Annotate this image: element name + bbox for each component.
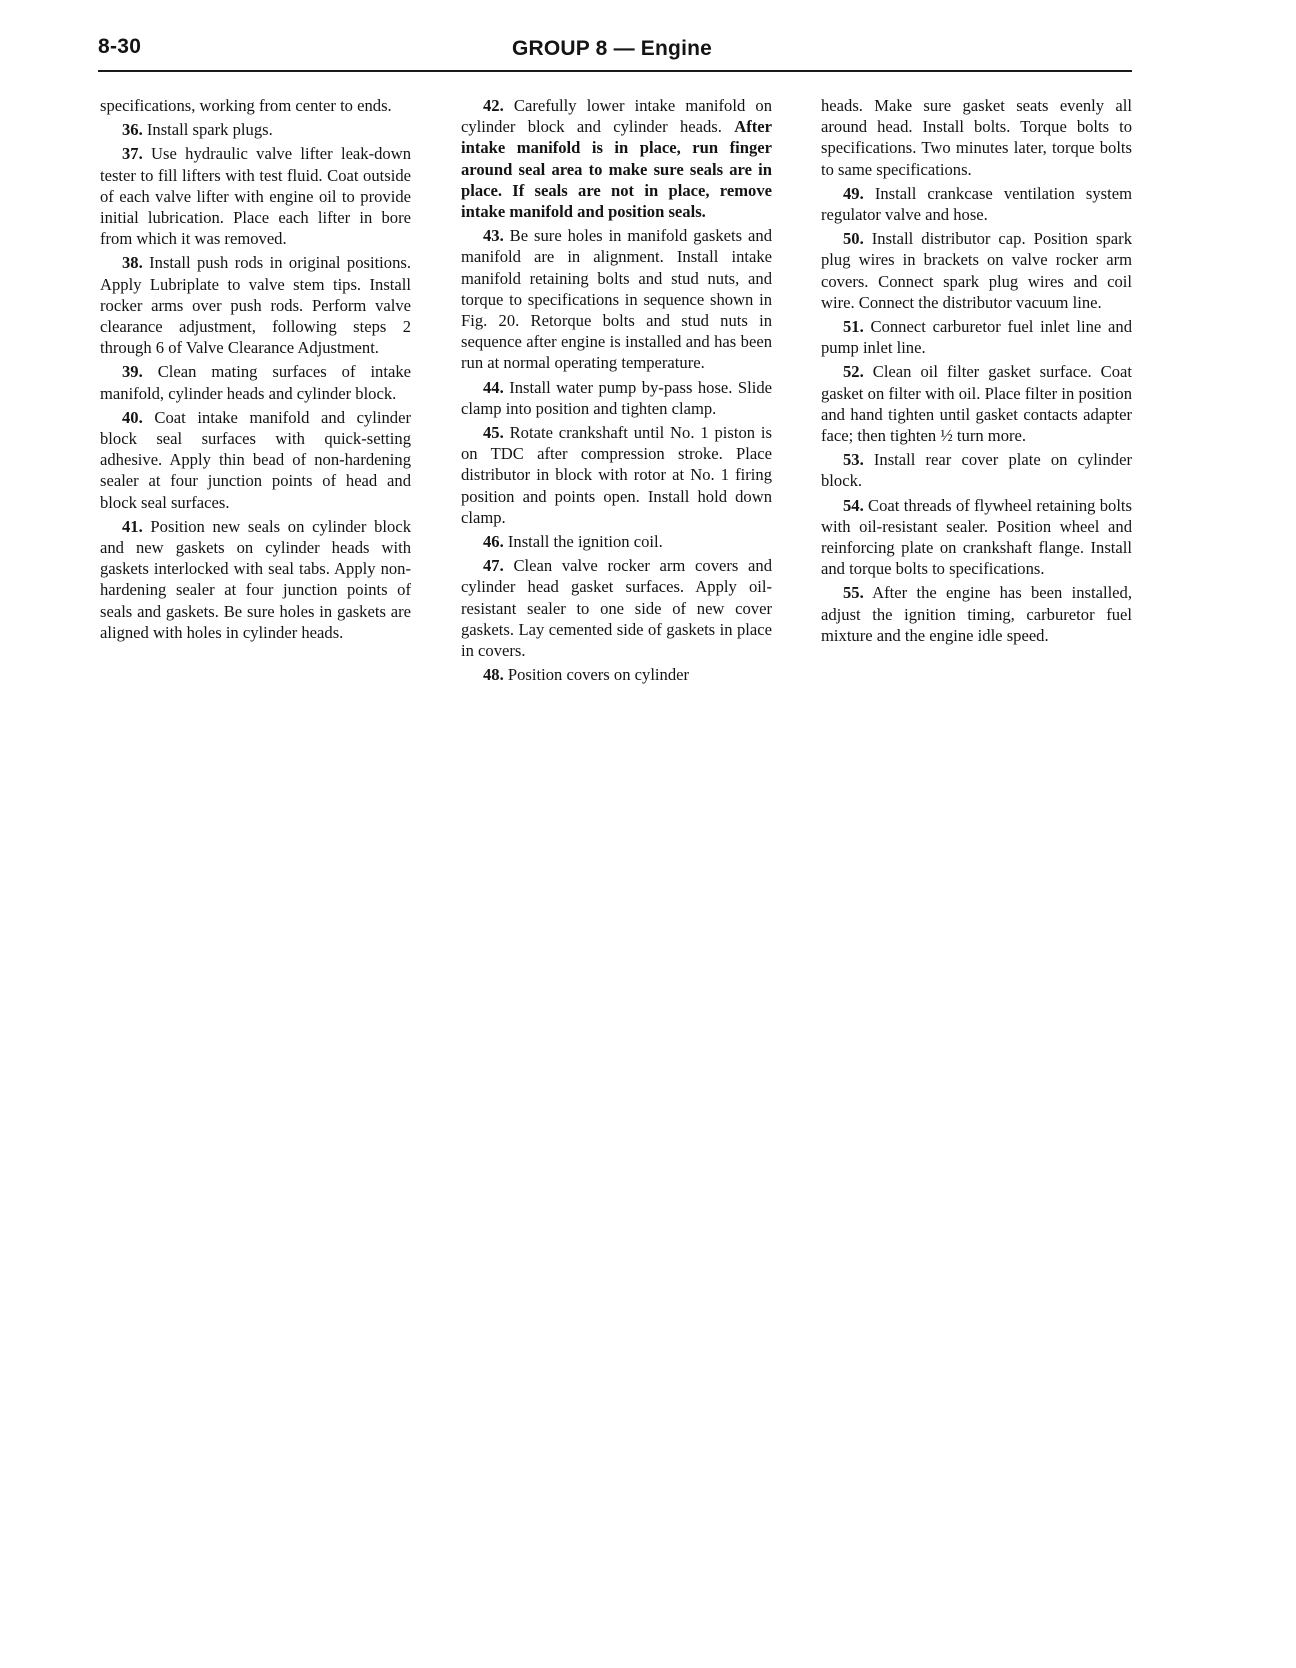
step-number: 42.: [483, 96, 504, 115]
step-36: [100, 119, 411, 140]
step-45: [461, 422, 772, 528]
step-number: 36.: [122, 120, 143, 140]
step-39: [100, 361, 411, 403]
step-49: [821, 183, 1132, 225]
step-text: Install spark plugs.: [142, 120, 273, 140]
step-54: [821, 495, 1132, 580]
step-42: [461, 95, 772, 222]
step-text: Clean valve rocker arm covers and cylinder head gasket surfaces. Apply oil-resistant sealer to one side of new cover gaskets. Lay cemented side of gaskets in place in covers.: [461, 556, 772, 661]
step-text: After the engine has been installed, adjust the ignition timing, carburetor fuel mixture and the engine idle speed.: [821, 583, 1132, 645]
step-38: [100, 252, 411, 358]
step-43: [461, 225, 772, 373]
caution-text: After intake manifold is in place, run finger around seal area to make sure seals are in place. If seals are not in place, remove intake manifold and position seals.: [461, 117, 772, 222]
step-47: [461, 555, 772, 661]
step-number: 39.: [122, 362, 143, 382]
page-header: [0, 0, 1296, 80]
step-text: Coat threads of flywheel retaining bolts with oil-resistant sealer. Position wheel and reinforcing plate on crankshaft flange. Install and torque bolts to specifications.: [821, 495, 1132, 579]
step-text: Install the ignition coil.: [503, 532, 663, 552]
step-text: Carefully lower intake manifold on cylinder block and cylinder heads.: [461, 96, 772, 137]
paragraph-text: specifications, working from center to ends.: [100, 96, 392, 115]
step-number: 49.: [843, 183, 864, 203]
step-number: 51.: [843, 317, 864, 337]
step-text: Install push rods in original positions. Apply Lubriplate to valve stem tips. Install rocker arms over push rods. Perform valve clearance adjustment, following steps 2 through 6 of Valve Clearance Adjustment.: [100, 253, 411, 358]
step-text: Install crankcase ventilation system regulator valve and hose.: [821, 183, 1132, 225]
step-text: Position new seals on cylinder block and new gaskets on cylinder heads with gaskets interlocked with seal tabs. Apply non-hardening sealer at four junction points of seals and gaskets. Be sure holes in gaskets are aligned with holes in cylinder heads.: [100, 516, 411, 642]
step-number: 47.: [483, 556, 504, 576]
step-text: Be sure holes in manifold gaskets and manifold are in alignment. Install intake manifold retaining bolts and stud nuts, and torque to specifications in sequence shown in Fig. 20. Retorque bolts and stud nuts in sequence after engine is installed and has been run at normal operating temperature.: [461, 226, 772, 373]
step-55: [821, 582, 1132, 646]
step-number: 43.: [483, 226, 504, 246]
step-number: 55.: [843, 583, 864, 603]
step-text: Install water pump by-pass hose. Slide clamp into position and tighten clamp.: [461, 377, 772, 418]
step-51: [821, 316, 1132, 358]
step-number: 37.: [122, 144, 143, 164]
text-column-1: [100, 95, 411, 646]
step-44: [461, 377, 772, 419]
step-50: [821, 228, 1132, 313]
text-column-3: [821, 95, 1132, 649]
step-46: [461, 531, 772, 552]
step-text: Install rear cover plate on cylinder block.: [821, 450, 1132, 491]
step-number: 45.: [483, 423, 504, 443]
step-number: 50.: [843, 229, 864, 249]
step-text: Position covers on cylinder: [503, 665, 690, 685]
step-number: 54.: [843, 495, 864, 515]
step-40: [100, 407, 411, 513]
step-number: 48.: [483, 665, 504, 685]
step-41: [100, 516, 411, 643]
step-text: Use hydraulic valve lifter leak-down tester to fill lifters with test fluid. Coat outside of each valve lifter with engine oil to provide initial lubrication. Place each lifter in bore from which it was removed.: [100, 144, 411, 249]
step-37: [100, 143, 411, 249]
step-number: 40.: [122, 407, 143, 427]
step-number: 38.: [122, 253, 143, 273]
step-number: 53.: [843, 450, 864, 470]
paragraph-continued: [100, 95, 411, 116]
step-48: [461, 664, 772, 685]
paragraph-text: heads. Make sure gasket seats evenly all around head. Install bolts. Torque bolts to specifications. Two minutes later, torque bolts to same specifications.: [821, 96, 1132, 179]
step-text: Connect carburetor fuel inlet line and pump inlet line.: [821, 317, 1132, 358]
header-rule: [98, 70, 1132, 72]
step-number: 46.: [483, 532, 504, 552]
text-column-2: [461, 95, 772, 688]
page-number: 8-30: [98, 35, 142, 58]
step-text: Clean mating surfaces of intake manifold, cylinder heads and cylinder block.: [100, 362, 411, 403]
step-53: [821, 449, 1132, 491]
step-number: 44.: [483, 377, 504, 397]
step-text: Clean oil filter gasket surface. Coat gasket on filter with oil. Place filter in position and hand tighten until gasket contacts adapter face; then tighten ½ turn more.: [821, 362, 1132, 446]
step-text: Rotate crankshaft until No. 1 piston is on TDC after compression stroke. Place distributor in block with rotor at No. 1 firing position and points open. Install hold down clamp.: [461, 423, 772, 527]
step-text: Coat intake manifold and cylinder block seal surfaces with quick-setting adhesive. Apply thin bead of non-hardening sealer at four junction points of head and block seal surfaces.: [100, 407, 411, 512]
paragraph-continued: [821, 95, 1132, 180]
step-number: 52.: [843, 362, 864, 382]
step-text: Install distributor cap. Position spark plug wires in brackets on valve rocker arm covers. Connect spark plug wires and coil wire. Connect the distributor vacuum line.: [821, 229, 1132, 312]
group-title: GROUP 8 — Engine: [512, 37, 713, 60]
step-number: 41.: [122, 516, 143, 536]
step-52: [821, 361, 1132, 446]
